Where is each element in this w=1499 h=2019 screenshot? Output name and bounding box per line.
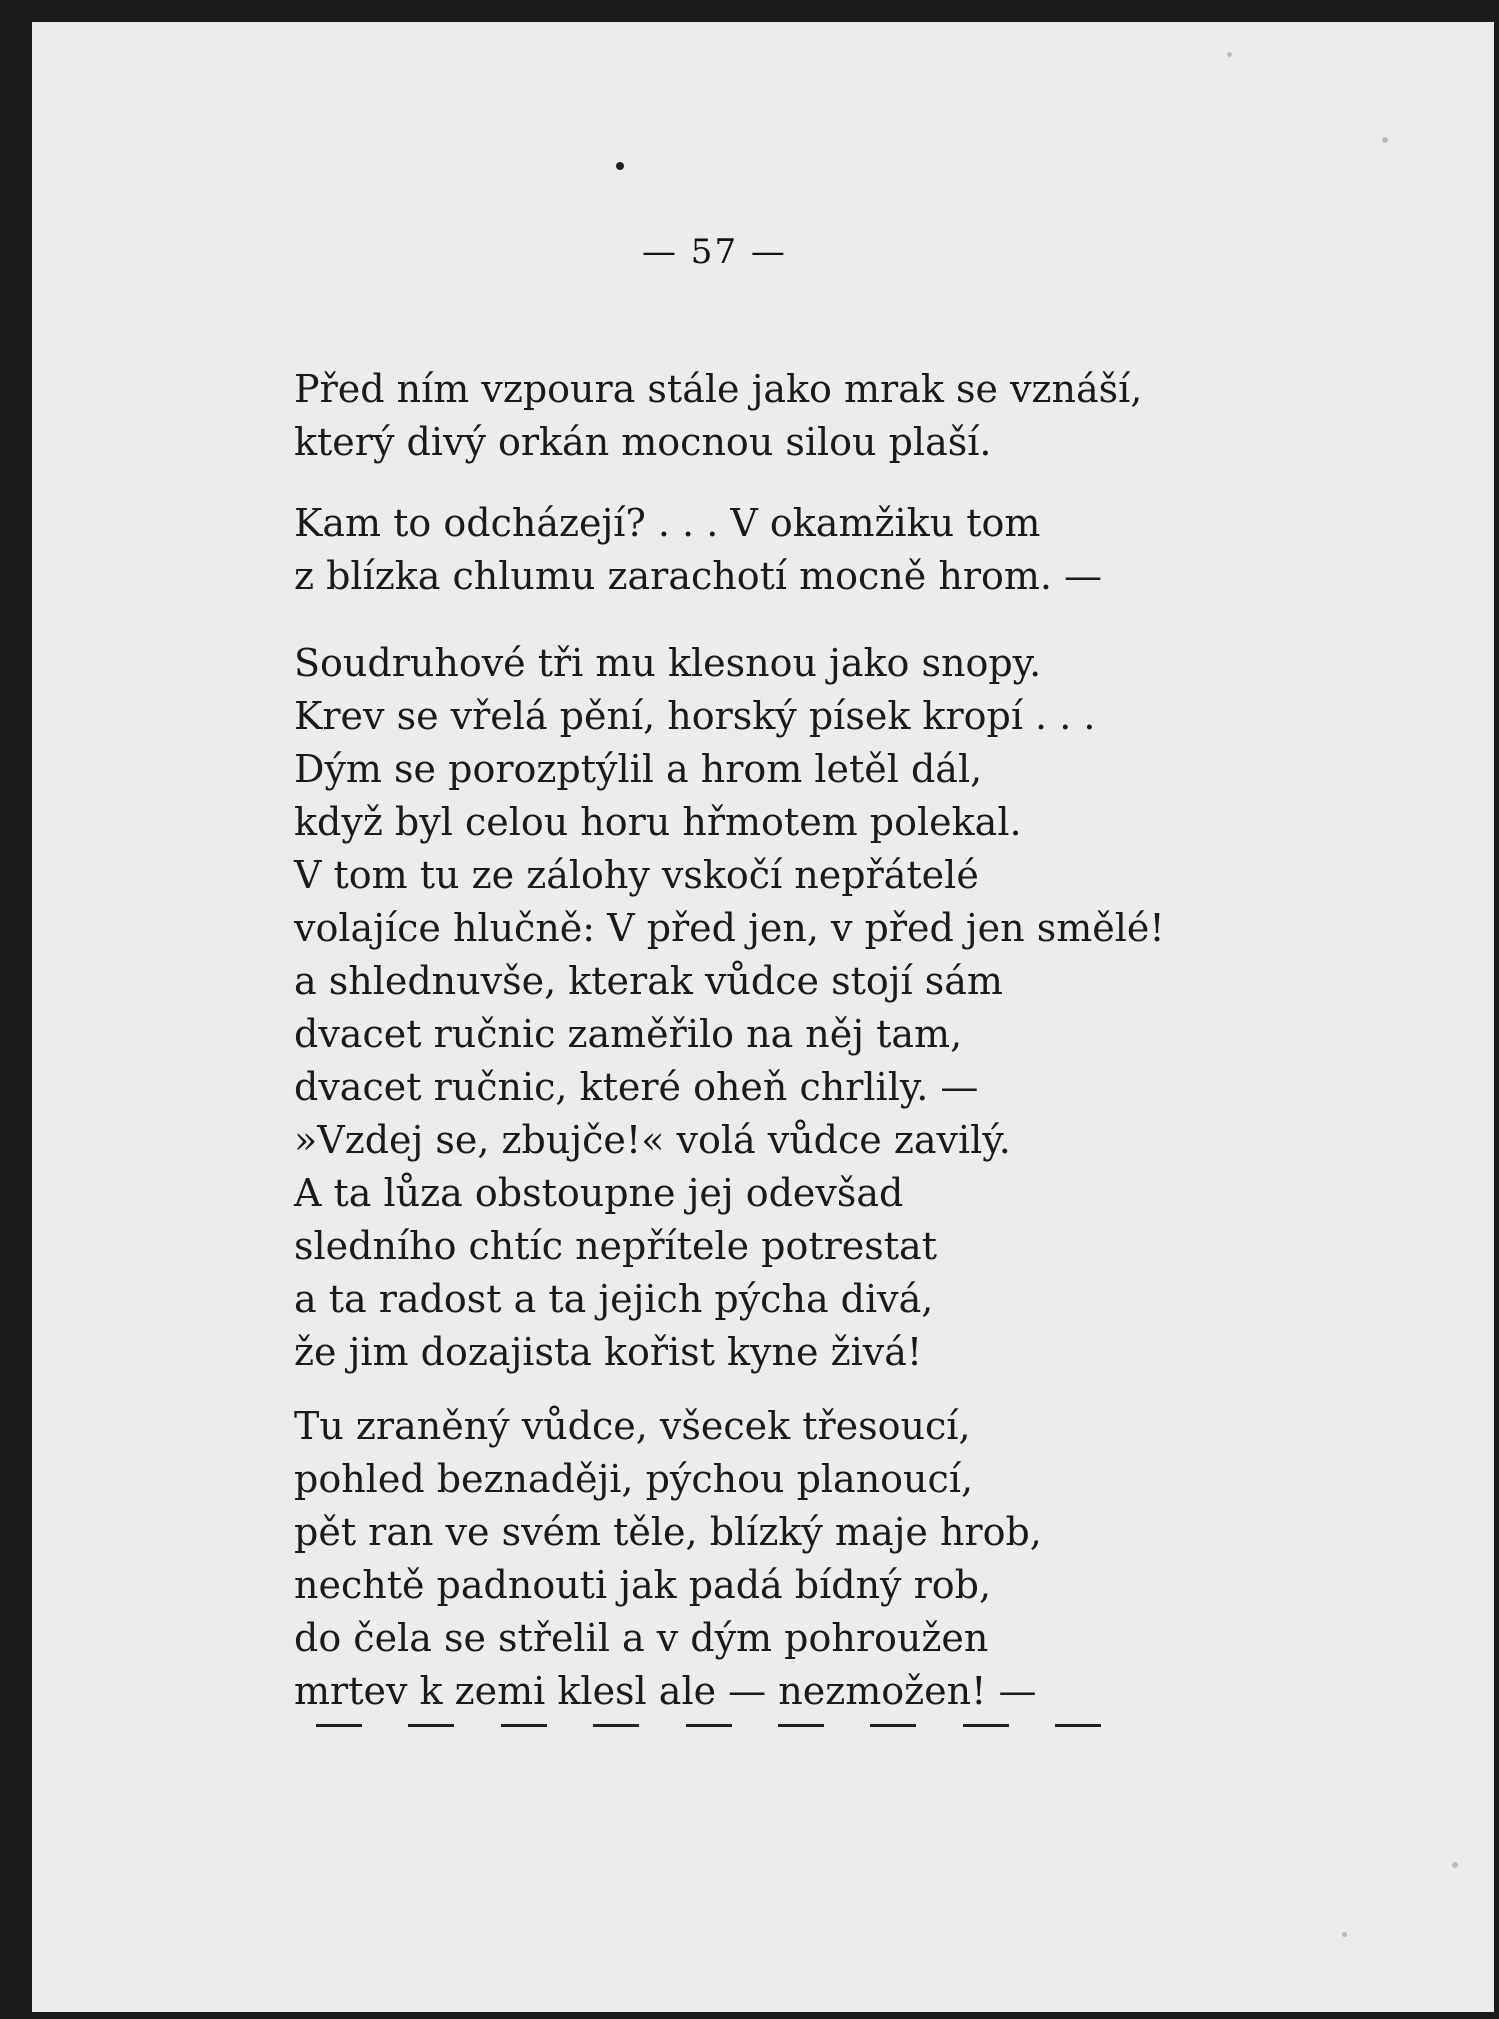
verse-line: nechtě padnouti jak padá bídný rob, (294, 1563, 992, 1607)
speck (1452, 1862, 1458, 1868)
verse-line: pohled beznaději, pýchou planoucí, (294, 1457, 974, 1501)
verse-line: sledního chtíc nepřítele potrestat (294, 1224, 937, 1268)
stanza-3 (294, 637, 1165, 1379)
verse-line: Soudruhové tři mu klesnou jako snopy. (294, 641, 1042, 685)
speck (1382, 137, 1388, 143)
verse-line: mrtev k zemi klesl ale — nezmožen! — (294, 1669, 1037, 1713)
dash-rule (686, 1724, 732, 1727)
closing-dash-row (316, 1724, 1101, 1727)
page-number: — 57 — (642, 232, 787, 272)
verse-line: Před ním vzpoura stále jako mrak se vznáší, (294, 367, 1143, 411)
verse-line: Tu zraněný vůdce, všecek třesoucí, (294, 1404, 971, 1448)
verse-line: volajíce hlučně: V před jen, v před jen smělé! (294, 906, 1165, 950)
stanza-1 (294, 363, 1142, 469)
verse-line: když byl celou horu hřmotem polekal. (294, 800, 1022, 844)
verse-line: a ta radost a ta jejich pýcha divá, (294, 1277, 934, 1321)
book-page (32, 22, 1494, 2012)
verse-line: který divý orkán mocnou silou plaší. (294, 420, 992, 464)
dash-rule (963, 1724, 1009, 1727)
verse-line: Krev se vřelá pění, horský písek kropí . . . (294, 694, 1096, 738)
verse-line: Kam to odcházejí? . . . V okamžiku tom (294, 501, 1041, 545)
dash-rule (778, 1724, 824, 1727)
ink-dot (616, 162, 624, 170)
stanza-2 (294, 497, 1102, 603)
dash-rule (870, 1724, 916, 1727)
dash-rule (1055, 1724, 1101, 1727)
verse-line: V tom tu ze zálohy vskočí nepřátelé (294, 853, 979, 897)
verse-line: Dým se porozptýlil a hrom letěl dál, (294, 747, 983, 791)
speck (1342, 1932, 1347, 1937)
dash-rule (316, 1724, 362, 1727)
verse-line: pět ran ve svém těle, blízký maje hrob, (294, 1510, 1042, 1554)
speck (1227, 52, 1232, 57)
stanza-4 (294, 1400, 1042, 1718)
verse-line: do čela se střelil a v dým pohroužen (294, 1616, 989, 1660)
verse-line: dvacet ručnic, které oheň chrlily. — (294, 1065, 979, 1109)
verse-line: že jim dozajista kořist kyne živá! (294, 1330, 923, 1374)
verse-line: z blízka chlumu zarachotí mocně hrom. — (294, 554, 1103, 598)
dash-rule (593, 1724, 639, 1727)
verse-line: »Vzdej se, zbujče!« volá vůdce zavilý. (294, 1118, 1011, 1162)
dash-rule (501, 1724, 547, 1727)
verse-line: a shlednuvše, kterak vůdce stojí sám (294, 959, 1003, 1003)
dash-rule (408, 1724, 454, 1727)
verse-line: A ta lůza obstoupne jej odevšad (294, 1171, 904, 1215)
verse-line: dvacet ručnic zaměřilo na něj tam, (294, 1012, 963, 1056)
